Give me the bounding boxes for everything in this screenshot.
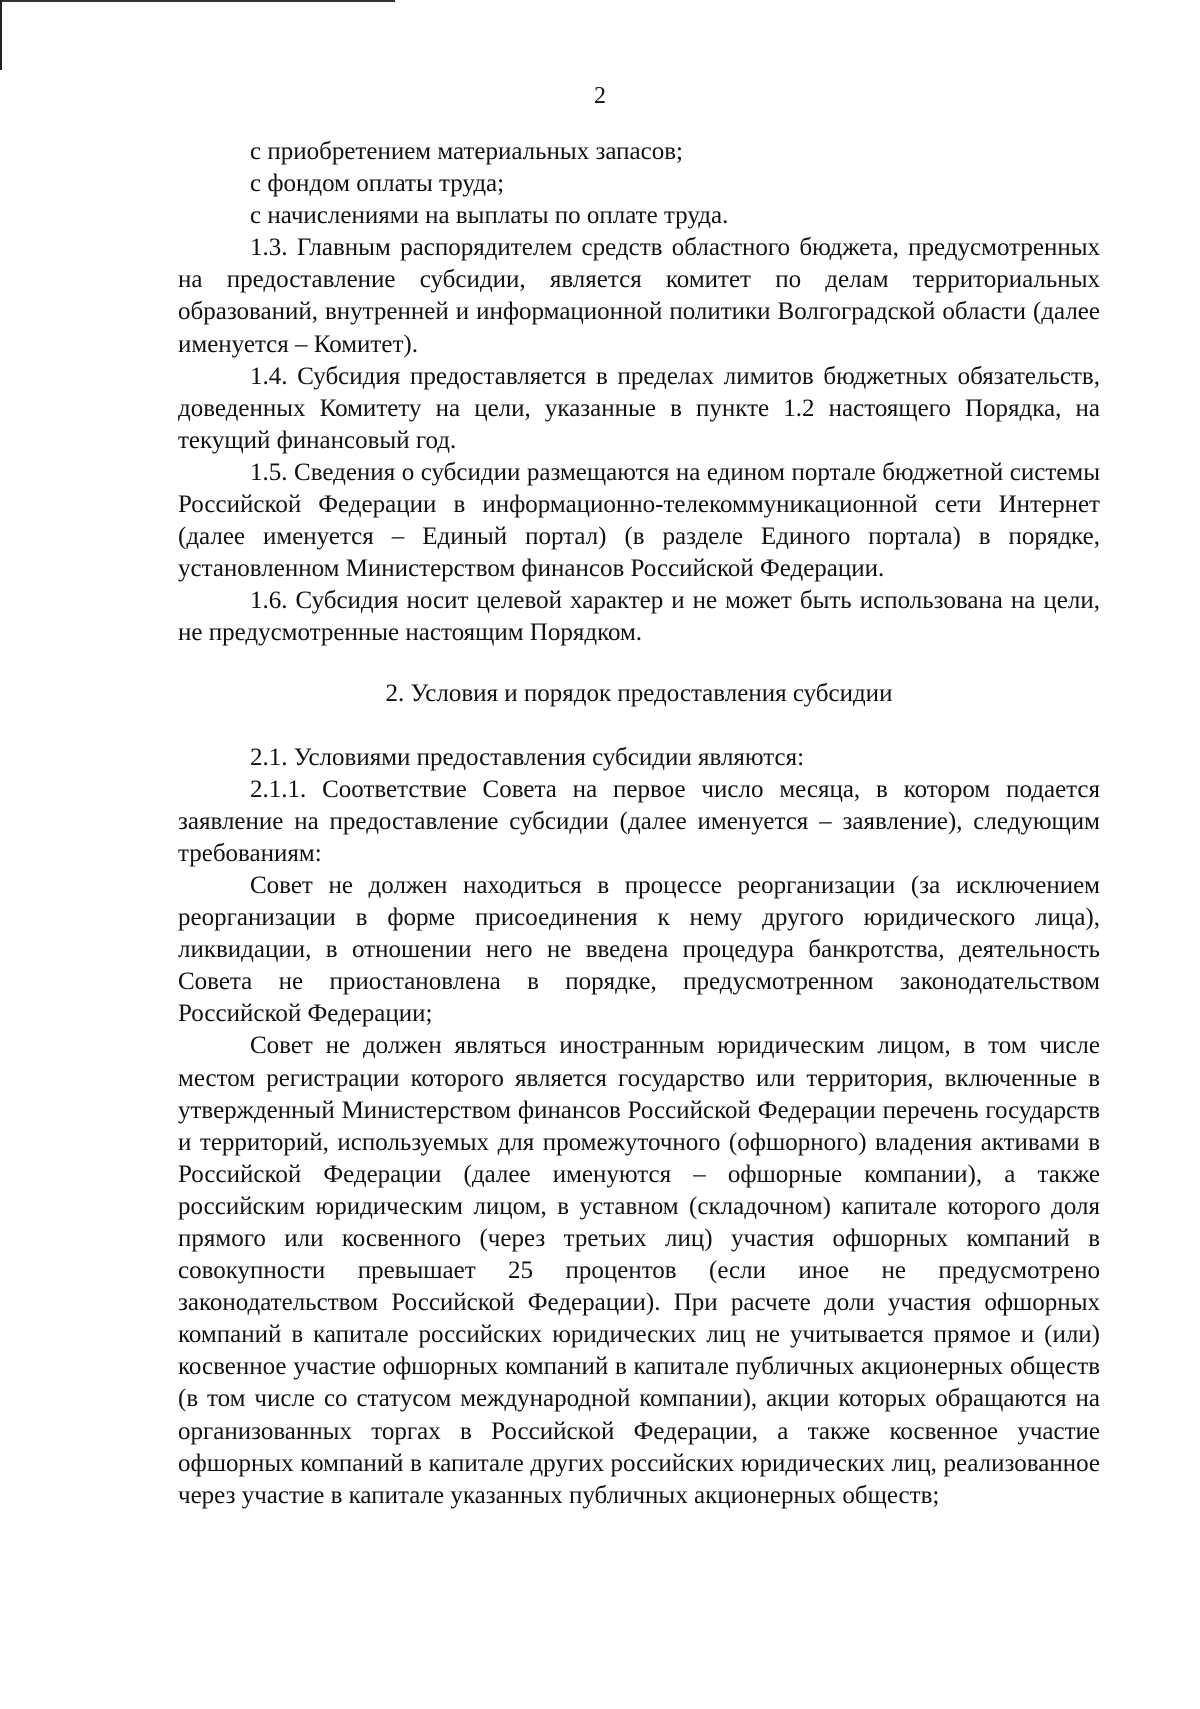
document-body (178, 136, 1100, 1512)
section-heading: 2. Условия и порядок предоставления субсидии (385, 679, 893, 707)
paragraph: 1.4. Субсидия предоставляется в пределах лимитов бюджетных обязательств, доведенных Комитету на цели, указанные в пункте 1.2 настоящего Порядка, на текущий финансовый год. (178, 362, 1100, 454)
page-number: 2 (594, 83, 606, 109)
scan-edge-top (0, 0, 395, 2)
paragraph: с начислениями на выплаты по оплате труда. (250, 202, 729, 230)
paragraph: Совет не должен находиться в процессе реорганизации (за исключением реорганизации в форме присоединения к нему другого юридического лица), ликвидации, в отношении него не введена процедура банкротства, деятельность Совета не приостановлена в порядке, предусмотренном законодательством Российской Федерации; (178, 871, 1100, 1028)
paragraph: с приобретением материальных запасов; (250, 138, 683, 165)
paragraph: Совет не должен являться иностранным юридическим лицом, в том числе местом регистрации которого является государство или территория, включенные в утвержденный Министерством финансов Российской Федерации перечень государств и территорий, используемых для промежуточного (офшорного) владения активами в Российской Федерации (далее именуются – офшорные компании), а также российским юридическим лицом, в уставном (складочном) капитале которого доля прямого или косвенного (через третьих лиц) участия офшорных компаний в совокупности превышает 25 процентов (если иное не предусмотрено законодательством Российской Федерации). При расчете доли участия офшорных компаний в капитале российских юридических лиц не учитывается прямое и (или) косвенное участие офшорных компаний в капитале публичных акционерных обществ (в том числе со статусом международной компании), акции которых обращаются на организованных торгах в Российской Федерации, а также косвенное участие офшорных компаний в капитале других российских юридических лиц, реализованное через участие в капитале указанных публичных акционерных обществ; (178, 1032, 1100, 1509)
scan-edge-left (0, 0, 2, 70)
paragraph: с фондом оплаты труда; (250, 170, 505, 198)
paragraph: 1.5. Сведения о субсидии размещаются на едином портале бюджетной системы Российской Федерации в информационно-телекоммуникационной сети Интернет (далее именуется – Единый портал) (в разделе Единого портала) в порядке, установленном Министерством финансов Российской Федерации. (178, 458, 1100, 583)
paragraph: 2.1. Условиями предоставления субсидии являются: (250, 743, 805, 771)
paragraph: 1.6. Субсидия носит целевой характер и не может быть использована на цели, не предусмотренные настоящим Порядком. (178, 587, 1100, 647)
paragraph: 2.1.1. Соответствие Совета на первое число месяца, в котором подается заявление на предоставление субсидии (далее именуется – заявление), следующим требованиям: (178, 775, 1100, 867)
paragraph: 1.3. Главным распорядителем средств областного бюджета, предусмотренных на предоставление субсидии, является комитет по делам территориальных образований, внутренней и информационной политики Волгоградской области (далее именуется – Комитет). (178, 234, 1100, 358)
